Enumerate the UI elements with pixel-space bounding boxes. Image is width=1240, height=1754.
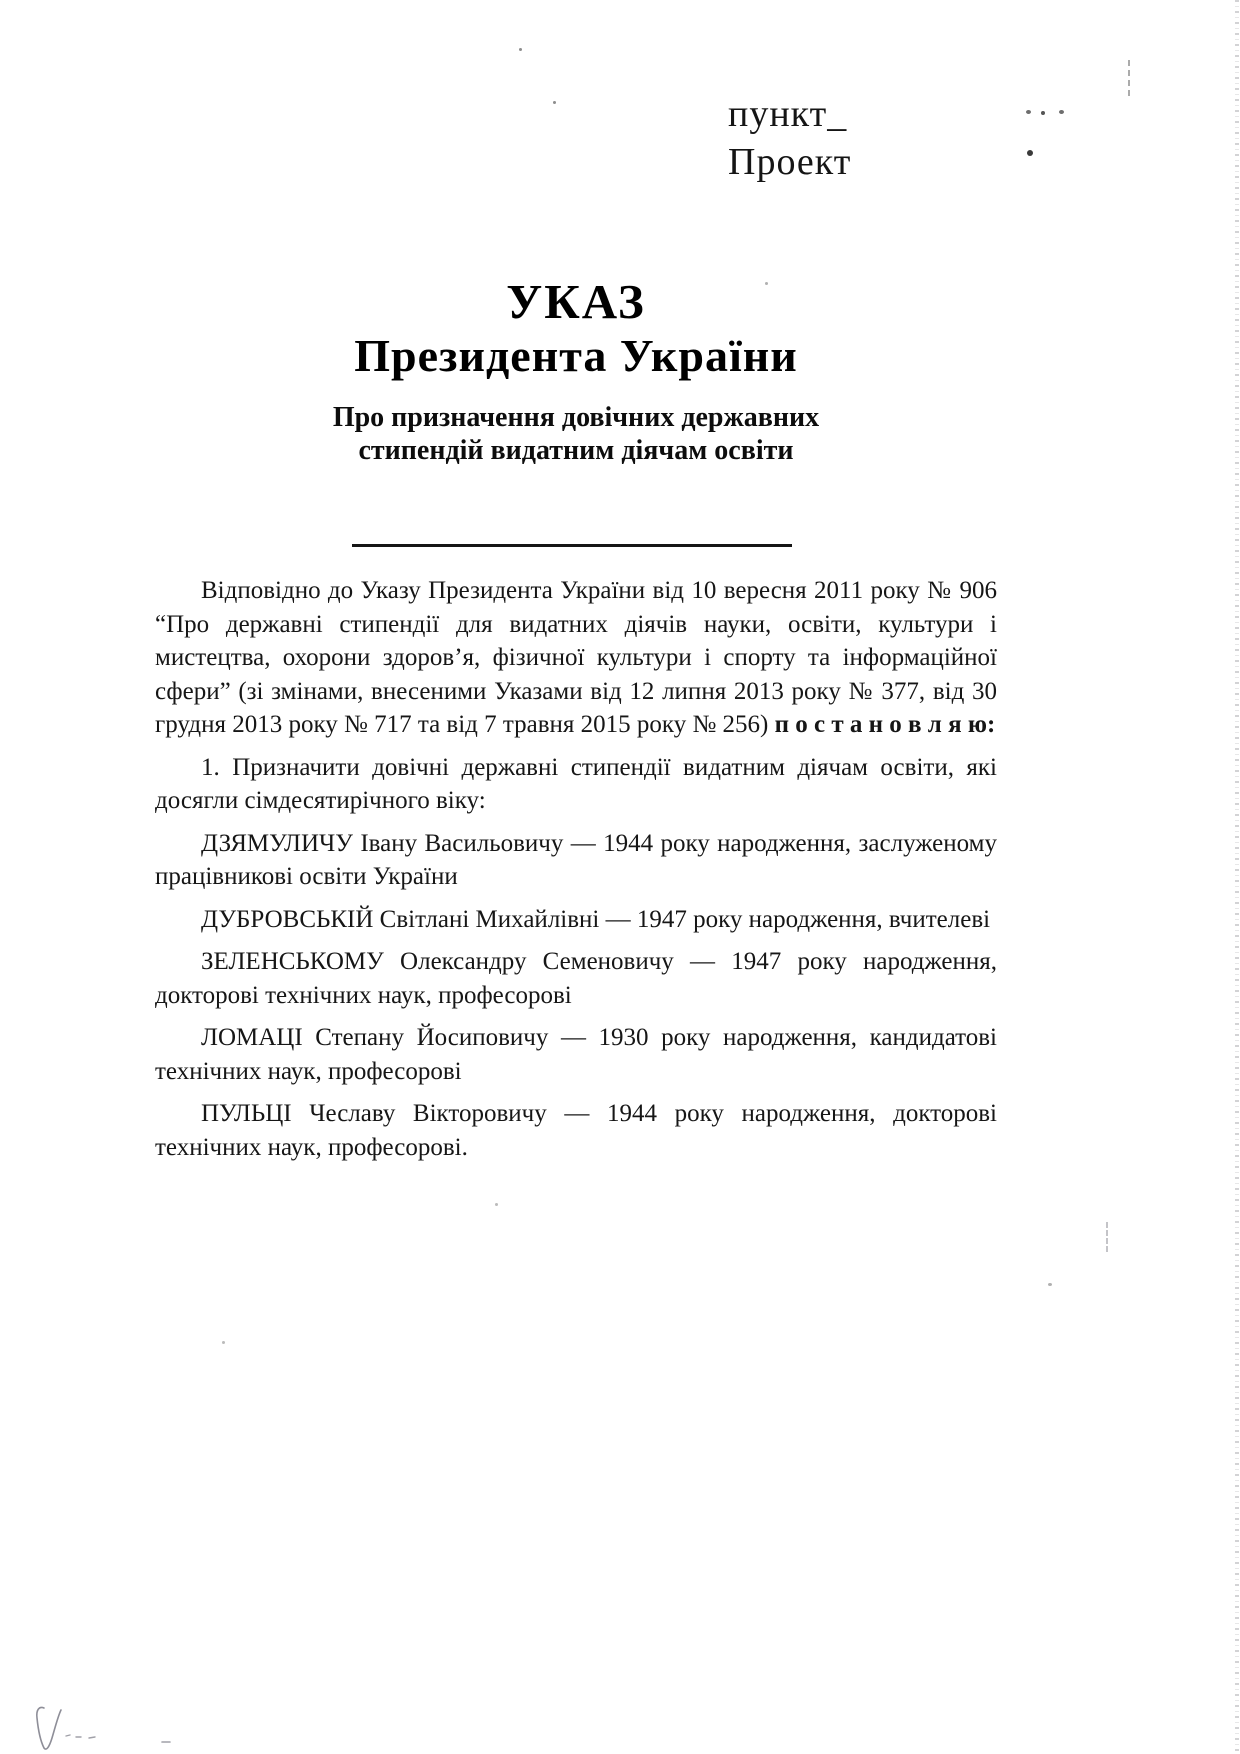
scan-speck (1026, 110, 1031, 114)
divider-rule (352, 544, 792, 547)
scan-speck (1041, 111, 1045, 115)
scan-speck (222, 1341, 225, 1344)
scan-speck (553, 101, 556, 104)
scan-vertical-mark (1106, 1222, 1108, 1252)
item-1-paragraph: 1. Призначити довічні державні стипендії видатним діячам освіти, які досягли сімдесятирічного віку: (155, 753, 997, 814)
recipient-paragraph: ЛОМАЦІ Степану Йосиповичу — 1930 року народження, кандидатові технічних наук, професорові (155, 1024, 997, 1085)
decree-title-issuer: Президента України (354, 330, 798, 381)
scan-edge-noise (1235, 0, 1239, 1754)
scan-speck (765, 282, 768, 285)
recipient-paragraph: ПУЛЬЦІ Чеславу Вікторовичу — 1944 року народження, докторові технічних наук, професорові. (155, 1100, 997, 1161)
corner-annotation-line2: Проект (728, 141, 852, 183)
corner-annotation (728, 90, 851, 186)
decree-body (155, 574, 997, 1173)
decree-title: УКАЗ (506, 274, 646, 329)
decree-subtitle-line2: стипендій видатним діячам освіти (358, 435, 794, 466)
recipient-paragraph: ДЗЯМУЛИЧУ Івану Васильовичу — 1944 року народження, заслуженому працівникові освіти України (155, 829, 997, 890)
recipient-paragraph: ЗЕЛЕНСЬКОМУ Олександру Семеновичу — 1947 року народження, докторові технічних наук, професорові (155, 948, 997, 1009)
scan-speck (1048, 1283, 1052, 1286)
scan-vertical-mark (1128, 60, 1130, 96)
scan-speck (495, 1203, 498, 1206)
decree-subtitle-line1: Про призначення довічних державних (332, 402, 820, 433)
preamble-paragraph (155, 574, 997, 742)
handwritten-mark (30, 1700, 190, 1754)
corner-annotation-line1: пункт_ (728, 93, 848, 135)
scan-speck (519, 48, 522, 51)
resolve-word: п о с т а н о в л я ю: (774, 711, 996, 738)
decree-title-block (155, 274, 997, 382)
preamble-text: Відповідно до Указу Президента України від 10 вересня 2011 року № 906 “Про державні стипендії для видатних діячів науки, освіти, культури і мистецтва, охорони здоров’я, фізичної культури і спорту та інформаційної сфери” (зі змінами, внесеними Указами від 12 липня 2013 року № 377, від 30 грудня 2013 року № 717 та від 7 травня 2015 року № 256) (155, 577, 997, 738)
recipient-paragraph: ДУБРОВСЬКІЙ Світлані Михайлівні — 1947 року народження, вчителеві (201, 905, 991, 933)
scan-speck (1027, 150, 1033, 156)
scan-speck (1059, 110, 1064, 114)
decree-subtitle (155, 401, 997, 467)
